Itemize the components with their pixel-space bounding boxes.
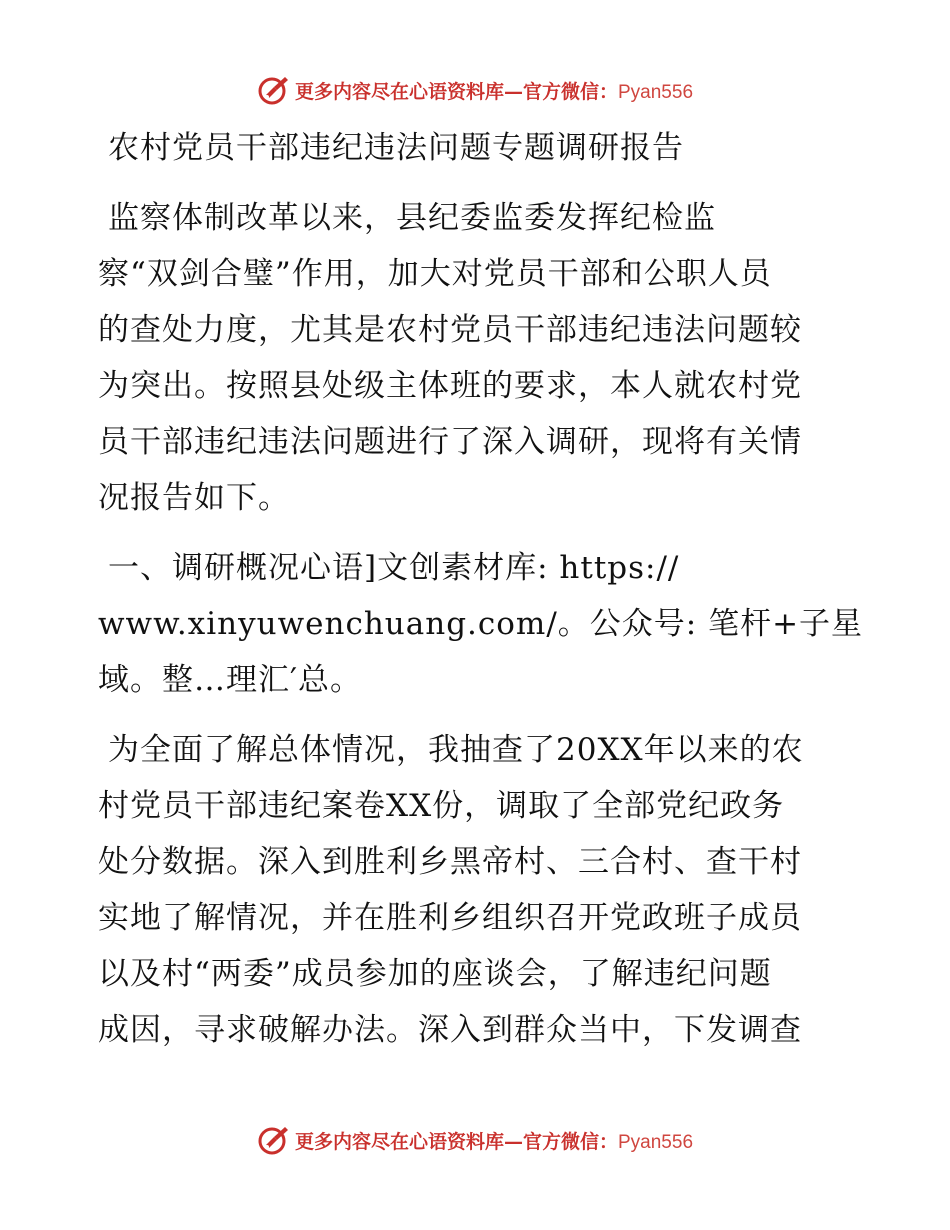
text-line: 以及村“两委”成员参加的座谈会，了解违纪问题 (98, 956, 772, 992)
brand-logo-icon (257, 73, 291, 107)
banner-text (295, 1127, 693, 1154)
text-line: 为全面了解总体情况，我抽查了20XX年以来的农 (108, 732, 804, 768)
text-line: 况报告如下。 (98, 480, 290, 516)
text-line: 一、调研概况心语]文创素材库: https:// (108, 550, 680, 586)
text-line: 监察体制改革以来，县纪委监委发挥纪检监 (108, 200, 716, 236)
text-line: 察“双剑合璧”作用，加大对党员干部和公职人员 (98, 256, 772, 292)
banner-text (295, 77, 693, 104)
text-line: 为突出。按照县处级主体班的要求，本人就农村党 (98, 368, 802, 404)
paragraph-intro (98, 190, 858, 526)
banner-wechat-id: Pyan556 (618, 81, 694, 103)
document-body (98, 120, 864, 1058)
text-line: 的查处力度，尤其是农村党员干部违纪违法问题较 (98, 312, 802, 348)
text-line: 成因，寻求破解办法。深入到群众当中，下发调查 (98, 1012, 802, 1048)
text-line: 员干部违纪违法问题进行了深入调研，现将有关情 (98, 424, 802, 460)
paragraph-section-heading (98, 540, 864, 708)
text-line: 村党员干部违纪案卷XX份，调取了全部党纪政务 (98, 788, 785, 824)
banner-main-text: 更多内容尽在心语资料库—官方微信： (294, 80, 618, 103)
text-line: 域。整…理汇′总。 (98, 662, 363, 698)
text-line: 实地了解情况，并在胜利乡组织召开党政班子成员 (98, 900, 802, 936)
banner-main-text: 更多内容尽在心语资料库—官方微信： (294, 1130, 618, 1153)
text-line: www.xinyuwenchuang.com/。公众号: 笔杆+子星 (98, 606, 864, 642)
banner-wechat-id: Pyan556 (618, 1131, 694, 1153)
paragraph-survey-overview (98, 722, 858, 1058)
text-line: 处分数据。深入到胜利乡黑帝村、三合村、查干村 (98, 844, 802, 880)
brand-logo-icon (257, 1123, 291, 1157)
footer-watermark-banner (0, 1120, 950, 1160)
document-title: 农村党员干部违纪违法问题专题调研报告 (108, 130, 684, 166)
header-watermark-banner (0, 70, 950, 110)
